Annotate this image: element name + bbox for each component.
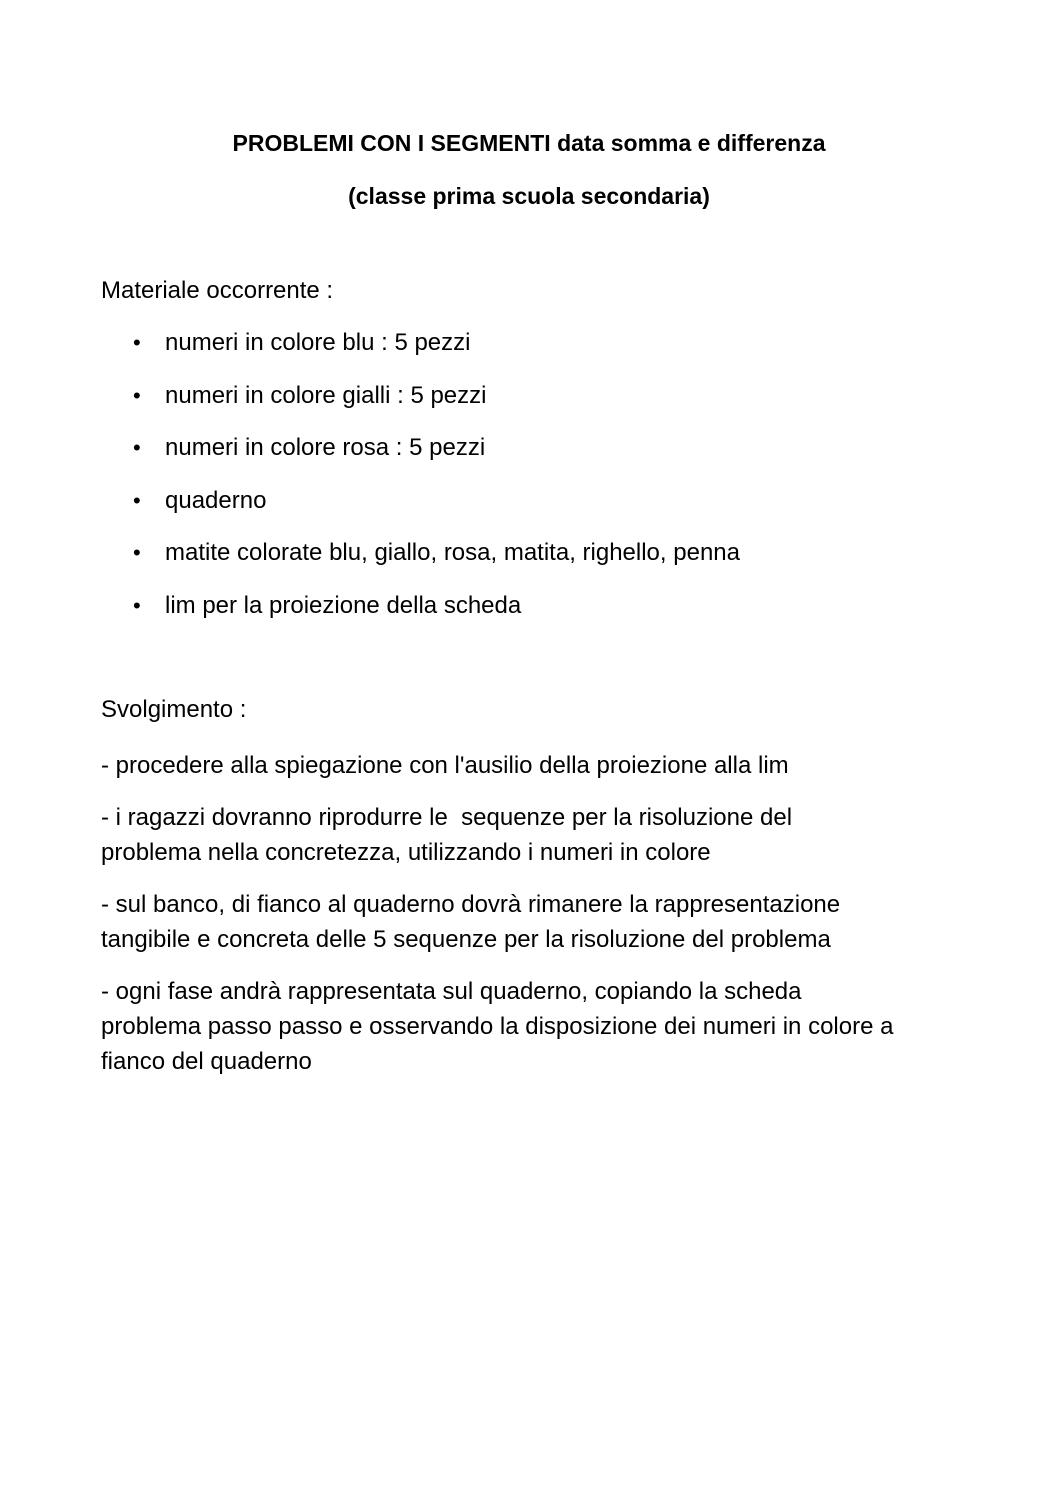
procedure-label: Svolgimento : xyxy=(101,696,247,723)
bullet-icon: • xyxy=(133,382,141,408)
bullet-icon: • xyxy=(133,487,141,513)
list-item xyxy=(0,433,1058,486)
material-item-text: matite colorate blu, giallo, rosa, matita, righello, penna xyxy=(165,539,740,567)
bullet-icon: • xyxy=(133,435,141,461)
material-item-text: numeri in colore blu : 5 pezzi xyxy=(165,329,471,356)
material-item-text: lim per la proiezione della scheda xyxy=(165,591,522,619)
list-item xyxy=(0,381,1058,434)
list-item xyxy=(0,538,1058,591)
material-item-text: numeri in colore rosa : 5 pezzi xyxy=(165,434,486,462)
bullet-icon: • xyxy=(133,540,141,566)
materials-list xyxy=(0,328,1058,644)
list-item xyxy=(0,591,1058,644)
document-subtitle: (classe prima scuola secondaria) xyxy=(348,183,710,209)
procedure-step: - procedere alla spiegazione con l'ausilio della proiezione alla lim xyxy=(101,752,789,779)
procedure-step: - sul banco, di fianco al quaderno dovrà rimanere la rappresentazione tangibile e concreta delle 5 sequenze per la risoluzione del problema xyxy=(101,891,841,953)
procedure-step: - i ragazzi dovranno riprodurre le sequenze per la risoluzione del problema nella concretezza, utilizzando i numeri in colore xyxy=(101,804,793,866)
bullet-icon: • xyxy=(133,592,141,618)
materials-label: Materiale occorrente : xyxy=(101,277,334,304)
material-item-text: numeri in colore gialli : 5 pezzi xyxy=(165,381,487,409)
list-item xyxy=(0,486,1058,539)
document-title: PROBLEMI CON I SEGMENTI data somma e differenza xyxy=(232,130,826,156)
procedure-steps xyxy=(101,748,971,1096)
material-item-text: quaderno xyxy=(165,486,267,514)
bullet-icon: • xyxy=(133,330,141,355)
list-item xyxy=(0,328,1058,381)
procedure-step: - ogni fase andrà rappresentata sul quaderno, copiando la scheda problema passo passo e osservando la disposizione dei numeri in colore a fianco del quaderno xyxy=(101,978,894,1075)
